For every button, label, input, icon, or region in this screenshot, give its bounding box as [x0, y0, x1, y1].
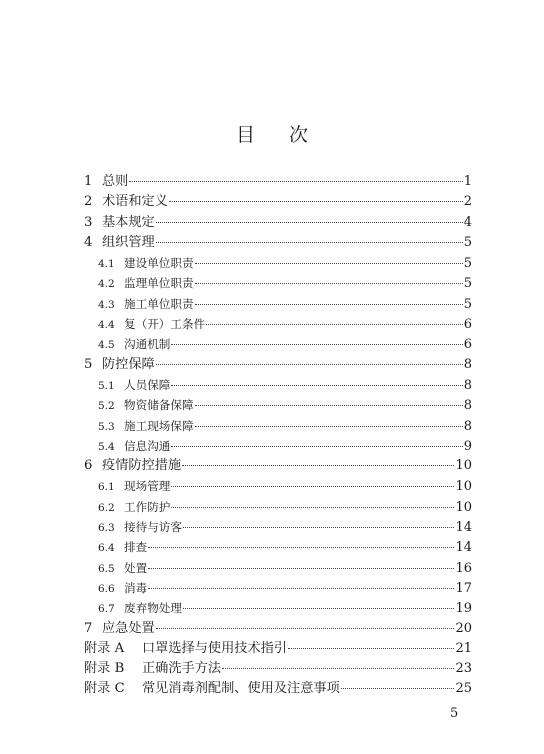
toc-entry[interactable] [84, 294, 472, 314]
toc-entry-label: 接待与访客 [124, 520, 182, 535]
toc-leader-dots [171, 344, 462, 345]
toc-entry-page: 20 [455, 620, 472, 636]
toc-entry-label: 防控保障 [102, 356, 155, 372]
toc-entry[interactable] [84, 578, 472, 598]
toc-entry-number: 6.6 [98, 582, 115, 595]
toc-entry-number: 4.3 [98, 298, 115, 311]
toc-leader-dots [206, 324, 463, 325]
toc-entry-page: 19 [455, 601, 472, 617]
toc-leader-dots [156, 364, 463, 365]
toc-entry-page: 10 [455, 499, 472, 515]
toc-entry-label: 物资储备保障 [124, 398, 194, 413]
toc-entry-number: 附录 C [84, 681, 125, 697]
toc-entry-label: 术语和定义 [102, 194, 168, 210]
toc-leader-dots [148, 547, 454, 548]
toc-entry-page: 1 [463, 174, 472, 189]
toc-entry-page: 5 [463, 256, 472, 272]
toc-leader-dots [288, 648, 454, 649]
toc-entry[interactable] [84, 659, 472, 679]
toc-entry[interactable] [84, 619, 472, 639]
toc-entry-page: 8 [463, 377, 472, 393]
toc-entry-number: 5.1 [98, 379, 115, 392]
toc-entry-number: 5 [84, 356, 93, 372]
toc-leader-dots [183, 608, 454, 609]
toc-entry-page: 23 [455, 661, 472, 677]
toc-title [0, 120, 544, 147]
toc-leader-dots [156, 242, 463, 243]
toc-entry-label: 建设单位职责 [124, 256, 194, 271]
toc-entry-label: 口罩选择与使用技术指引 [142, 640, 288, 656]
toc-entry-label: 常见消毒剂配制、使用及注意事项 [142, 681, 340, 697]
toc-entry[interactable] [84, 253, 472, 273]
toc-entry-page: 17 [455, 580, 472, 596]
toc-entry[interactable] [84, 436, 472, 456]
toc-entry-number: 4.5 [98, 339, 115, 352]
toc-entry-page: 10 [455, 479, 472, 495]
toc-entry[interactable] [84, 517, 472, 537]
toc-leader-dots [171, 486, 454, 487]
toc-entry[interactable] [84, 476, 472, 496]
toc-entry-page: 8 [463, 356, 472, 372]
toc-entry-number: 附录 A [84, 640, 125, 656]
toc-leader-dots [156, 628, 455, 629]
toc-entry[interactable] [84, 679, 472, 699]
toc-entry-number: 5.2 [98, 400, 115, 413]
toc-entry-number: 6.4 [98, 542, 115, 555]
toc-leader-dots [195, 304, 463, 305]
toc-entry-label: 废弃物处理 [124, 601, 182, 616]
toc-entry[interactable] [84, 416, 472, 436]
toc-entry-number: 3 [84, 214, 93, 230]
toc-entry[interactable] [84, 172, 472, 192]
toc-leader-dots [222, 668, 454, 669]
toc-entry-number: 5.3 [98, 420, 115, 433]
toc-leader-dots [169, 201, 463, 202]
toc-leader-dots [129, 181, 462, 182]
toc-entry-number: 6.7 [98, 603, 115, 616]
toc-entry-page: 8 [463, 398, 472, 414]
toc-entry-label: 基本规定 [102, 214, 155, 230]
toc-entry[interactable] [84, 395, 472, 415]
toc-entry-label: 工作防护 [124, 499, 171, 514]
toc-entry[interactable] [84, 639, 472, 659]
toc-entry-label: 处置 [124, 560, 148, 575]
toc-entry[interactable] [84, 213, 472, 233]
toc-leader-dots [171, 507, 454, 508]
toc-entry-number: 6.5 [98, 562, 115, 575]
toc-entry-number: 4.2 [98, 278, 115, 291]
toc-entry-page: 14 [455, 540, 472, 556]
toc-entry-page: 5 [463, 276, 472, 292]
toc-entry-number: 6.2 [98, 501, 115, 514]
toc-entry-page: 5 [463, 234, 472, 250]
toc-entry[interactable] [84, 273, 472, 293]
toc-title-char-1: 目 [235, 124, 255, 146]
toc-entry[interactable] [84, 334, 472, 354]
toc-entry[interactable] [84, 598, 472, 618]
toc-entry-page: 8 [463, 418, 472, 434]
toc-entry-page: 14 [455, 520, 472, 536]
table-of-contents [84, 172, 472, 700]
toc-entry-number: 6 [84, 458, 93, 474]
toc-entry[interactable] [84, 558, 472, 578]
toc-entry-label: 组织管理 [102, 234, 155, 250]
toc-entry-number: 6.3 [98, 522, 115, 535]
toc-entry-page: 10 [455, 458, 472, 474]
toc-entry[interactable] [84, 456, 472, 476]
toc-entry[interactable] [84, 192, 472, 212]
toc-leader-dots [148, 588, 454, 589]
toc-leader-dots [183, 527, 454, 528]
toc-entry-label: 总则 [102, 174, 129, 189]
toc-entry-label: 沟通机制 [124, 337, 171, 352]
toc-entry-page: 6 [463, 337, 472, 353]
toc-entry-label: 应急处置 [102, 620, 155, 636]
toc-entry-number: 7 [84, 620, 93, 636]
toc-entry-number: 5.4 [98, 440, 115, 453]
toc-entry-label: 现场管理 [124, 479, 171, 494]
toc-entry-page: 25 [455, 681, 472, 697]
page-number: 5 [450, 706, 459, 721]
toc-entry-label: 监理单位职责 [124, 276, 194, 291]
toc-entry-page: 6 [463, 317, 472, 333]
toc-entry-page: 2 [463, 194, 472, 210]
toc-entry-page: 4 [463, 214, 472, 230]
toc-leader-dots [156, 222, 463, 223]
toc-leader-dots [171, 385, 462, 386]
toc-entry-number: 附录 B [84, 661, 125, 677]
toc-leader-dots [195, 426, 463, 427]
toc-entry-page: 5 [463, 296, 472, 312]
toc-entry[interactable] [84, 497, 472, 517]
toc-entry-label: 正确洗手方法 [142, 661, 222, 677]
toc-leader-dots [182, 465, 454, 466]
toc-entry-label: 排查 [124, 540, 148, 555]
toc-entry-label: 人员保障 [124, 377, 171, 392]
toc-entry[interactable] [84, 375, 472, 395]
toc-entry-page: 16 [455, 560, 472, 576]
toc-entry-number: 4.4 [98, 319, 115, 332]
toc-leader-dots [341, 688, 455, 689]
toc-entry-number: 2 [84, 194, 93, 210]
toc-entry-page: 21 [455, 640, 472, 656]
toc-entry[interactable] [84, 314, 472, 334]
toc-entry-label: 疫情防控措施 [102, 458, 182, 474]
toc-title-char-2: 次 [289, 124, 309, 146]
toc-entry-page: 9 [463, 438, 472, 454]
toc-entry[interactable] [84, 355, 472, 375]
toc-entry-label: 消毒 [124, 580, 148, 595]
toc-entry-label: 施工现场保障 [124, 418, 194, 433]
toc-leader-dots [148, 568, 454, 569]
toc-entry[interactable] [84, 537, 472, 557]
toc-leader-dots [195, 263, 463, 264]
toc-entry-label: 复（开）工条件 [124, 317, 206, 332]
toc-entry-number: 1 [84, 174, 93, 189]
toc-entry[interactable] [84, 233, 472, 253]
toc-entry-number: 6.1 [98, 481, 115, 494]
toc-entry-label: 信息沟通 [124, 438, 171, 453]
toc-leader-dots [195, 283, 463, 284]
toc-entry-number: 4 [84, 234, 93, 250]
toc-leader-dots [171, 446, 462, 447]
toc-entry-number: 4.1 [98, 258, 115, 271]
toc-entry-label: 施工单位职责 [124, 296, 194, 311]
toc-leader-dots [195, 405, 463, 406]
